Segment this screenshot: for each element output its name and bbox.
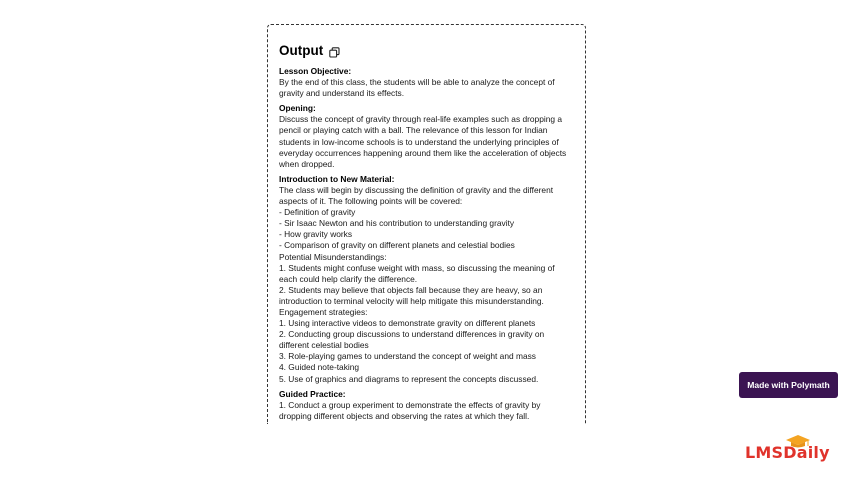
list-item: 2. Conducting group discussions to understand differences in gravity on different celestial bodies: [279, 329, 545, 351]
section-introduction: [279, 174, 574, 385]
list-item: 4. Guided note-taking: [279, 362, 360, 373]
section-text: Discuss the concept of gravity through real-life examples such as dropping a pencil or playing catch with a ball. The relevance of this lesson for Indian students in low-income schools is to understand the underlying principles of everyday occurrences happening around them like the acceleration of objects when dropped.: [279, 114, 567, 169]
list-item: - Definition of gravity: [279, 207, 356, 218]
lesson-plan-content: [279, 66, 574, 422]
list-item: 1. Conduct a group experiment to demonstrate the effects of gravity by dropping different objects and observing the rates at which they fall.: [279, 399, 541, 421]
section-opening: [279, 103, 574, 170]
section-text: By the end of this class, the students will be able to analyze the concept of gravity and understand its effects.: [279, 77, 555, 99]
output-title: Output: [279, 42, 324, 58]
list-item: 2. Students may believe that objects fall because they are heavy, so an introduction to terminal velocity will help mitigate this misunderstanding.: [279, 284, 544, 306]
output-header: [279, 39, 574, 61]
list-item: 3. Role-playing games to understand the concept of weight and mass: [279, 351, 536, 362]
list-item: - Comparison of gravity on different planets and celestial bodies: [279, 240, 515, 251]
section-lesson-objective: [279, 66, 574, 99]
copy-icon[interactable]: [329, 45, 340, 56]
list-item: 1. Students might confuse weight with mass, so discussing the meaning of each could help clarify the difference.: [279, 262, 555, 284]
output-panel: [267, 24, 586, 424]
section-heading: Introduction to New Material:: [279, 173, 395, 184]
lmsdaily-logo: [745, 434, 840, 464]
subheading-engagement: Engagement strategies:: [279, 306, 368, 317]
section-guided-practice: [279, 389, 574, 422]
subheading-misunderstandings: Potential Misunderstandings:: [279, 251, 387, 262]
list-item: 1. Using interactive videos to demonstrate gravity on different planets: [279, 318, 536, 329]
section-heading: Guided Practice:: [279, 388, 346, 399]
list-item: 5. Use of graphics and diagrams to represent the concepts discussed.: [279, 373, 539, 384]
section-heading: Lesson Objective:: [279, 66, 352, 76]
made-with-polymath-button[interactable]: Made with Polymath: [739, 372, 838, 398]
section-heading: Opening:: [279, 103, 316, 114]
logo-text: LMSDaily: [745, 443, 830, 462]
section-text: The class will begin by discussing the definition of gravity and the different aspects of it. The following points will be covered:: [279, 184, 554, 207]
list-item: - Sir Isaac Newton and his contribution to understanding gravity: [279, 218, 515, 229]
list-item: - How gravity works: [279, 229, 353, 240]
